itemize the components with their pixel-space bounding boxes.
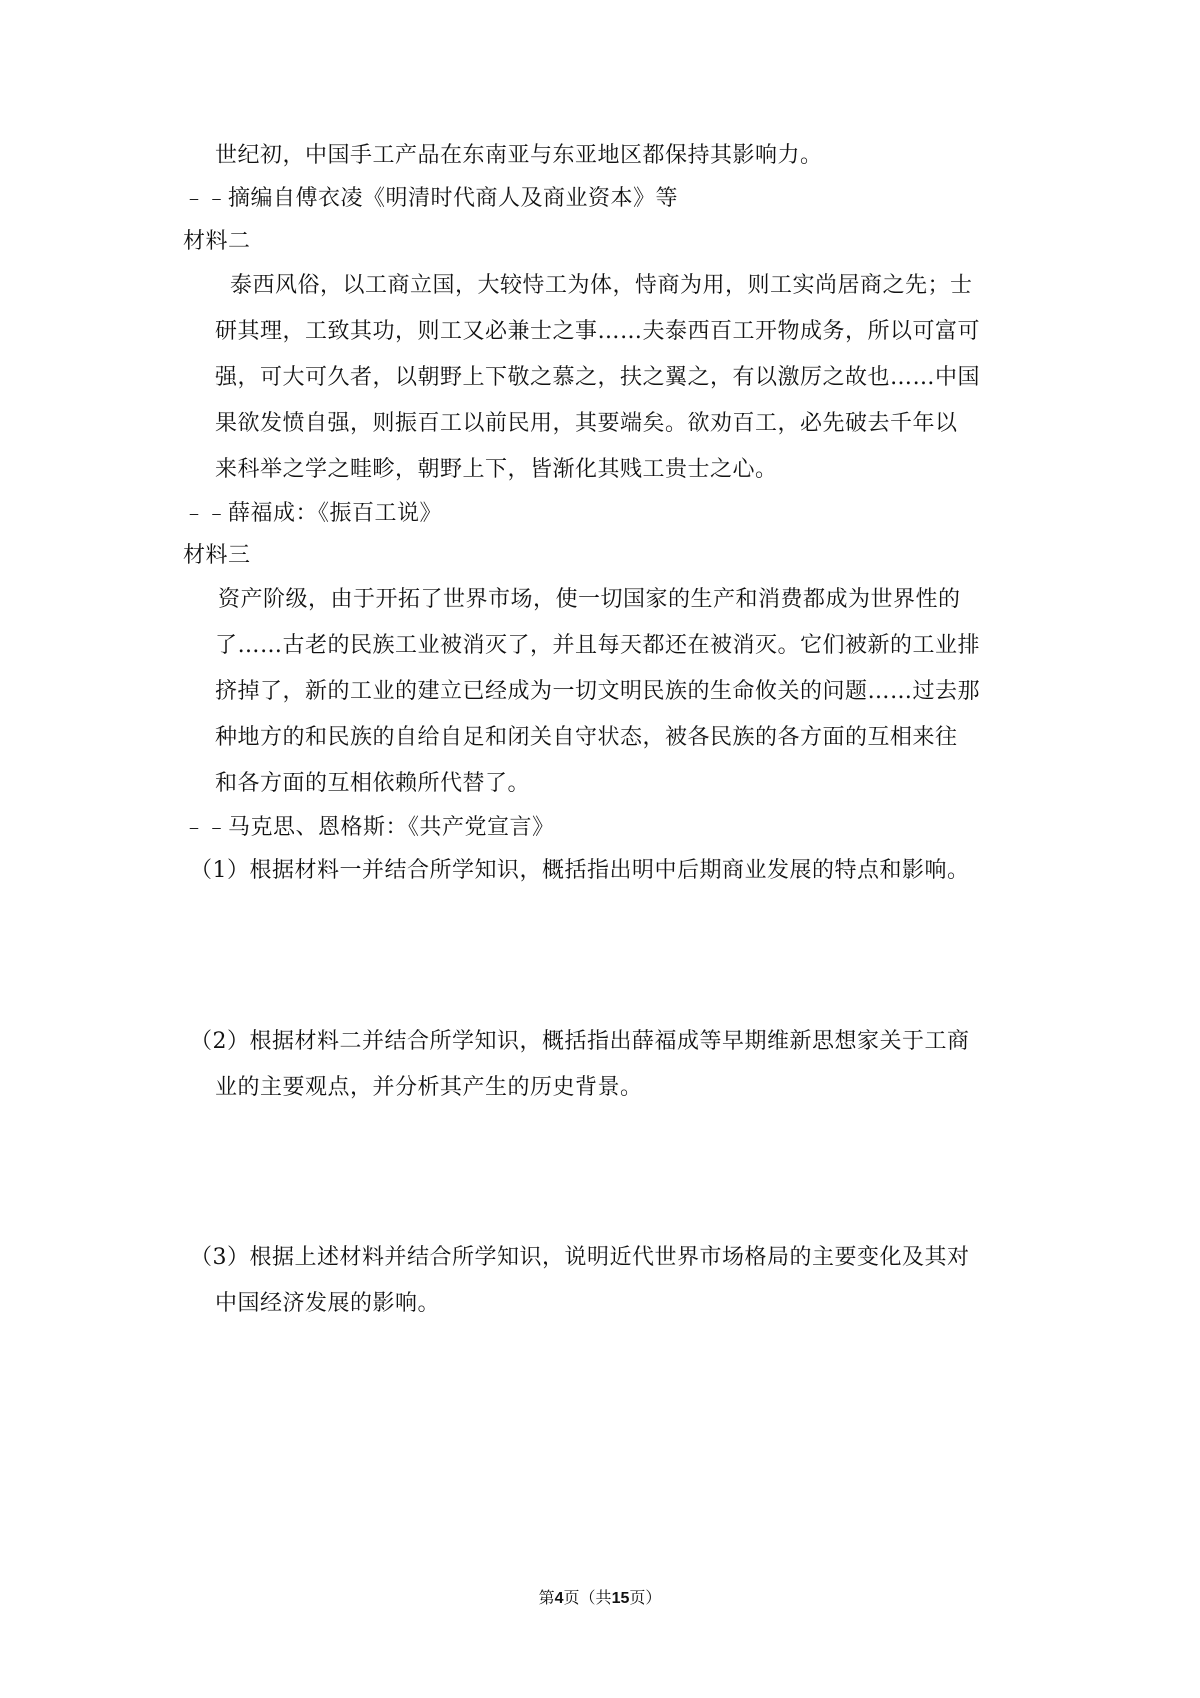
material3-heading: 材料三 [183,543,251,568]
material2-heading: 材料二 [183,229,251,254]
material3-line: 和各方面的互相依赖所代替了。 [215,771,531,796]
page-footer [0,1588,1200,1609]
material2-line: 果欲发愤自强，则振百工以前民用，其要端矣。欲劝百工，必先破去千年以 [215,411,958,436]
footer-suffix: 页） [629,1588,662,1607]
footer-prefix: 第 [538,1588,555,1607]
material1-source: ﹣﹣摘编自傅衣凌《明清时代商人及商业资本》等 [183,186,679,211]
material2-line: 研其理，工致其功，则工又必兼士之事……夫泰西百工开物成务，所以可富可 [215,319,981,344]
material3-source: ﹣﹣马克思、恩格斯：《共产党宣言》 [183,815,555,840]
question-2-line-2: 业的主要观点，并分析其产生的历史背景。 [215,1075,643,1100]
question-3-line-2: 中国经济发展的影响。 [215,1291,441,1316]
material1-tail-text: 世纪初，中国手工产品在东南亚与东亚地区都保持其影响力。 [215,143,823,168]
footer-page-number: 4 [554,1590,564,1607]
material3-line: 了……古老的民族工业被消灭了，并且每天都还在被消灭。它们被新的工业排 [215,633,981,658]
material2-line: 来科举之学之畦畛，朝野上下，皆渐化其贱工贵士之心。 [215,457,778,482]
material2-source: ﹣﹣薛福成：《振百工说》 [183,501,443,526]
question-1: （1）根据材料一并结合所学知识，概括指出明中后期商业发展的特点和影响。 [190,858,970,883]
material3-line: 资产阶级，由于开拓了世界市场，使一切国家的生产和消费都成为世界性的 [218,587,961,612]
material2-line: 泰西风俗，以工商立国，大较恃工为体，恃商为用，则工实尚居商之先；士 [230,273,973,298]
material2-line: 强，可大可久者，以朝野上下敬之慕之，扶之翼之，有以激厉之故也……中国 [215,365,981,390]
material3-line: 种地方的和民族的自给自足和闭关自守状态，被各民族的各方面的互相来往 [215,725,958,750]
material3-line: 挤掉了，新的工业的建立已经成为一切文明民族的生命攸关的问题……过去那 [215,679,981,704]
question-3-line-1: （3）根据上述材料并结合所学知识，说明近代世界市场格局的主要变化及其对 [190,1245,970,1270]
footer-middle: 页（共 [563,1588,612,1607]
question-2-line-1: （2）根据材料二并结合所学知识，概括指出薛福成等早期维新思想家关于工商 [190,1029,970,1054]
footer-total-pages: 15 [611,1590,630,1607]
